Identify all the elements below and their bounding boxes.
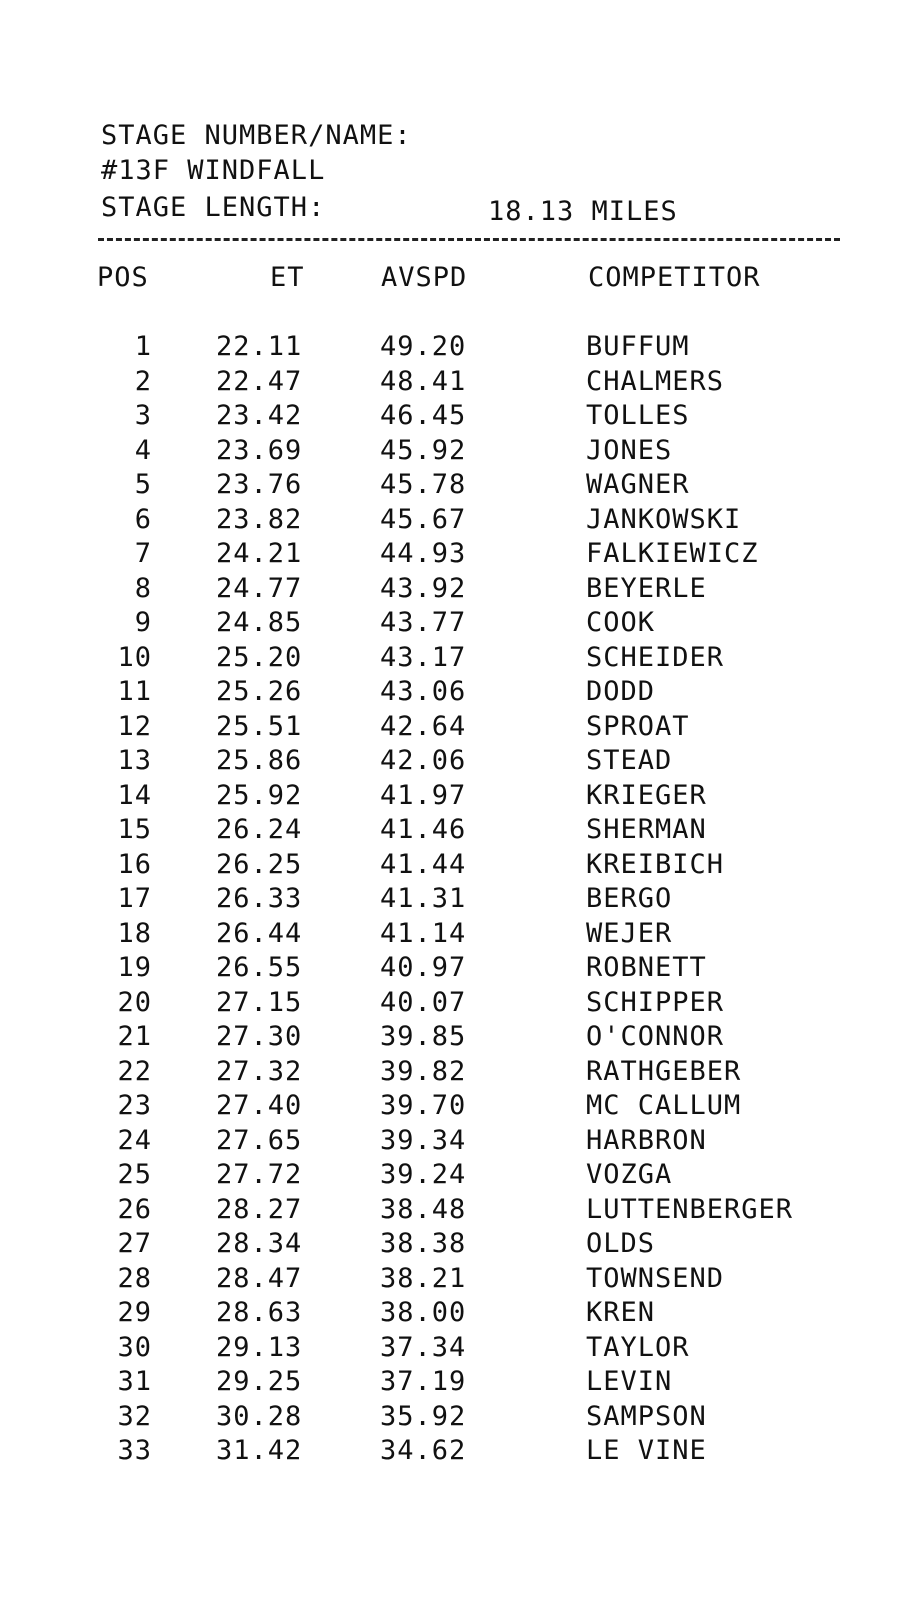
elapsed-time-cell: 23.42 <box>216 400 303 431</box>
elapsed-time-cell: 27.40 <box>216 1090 303 1121</box>
competitor-cell: DODD <box>586 676 656 707</box>
elapsed-time-cell: 28.63 <box>216 1297 303 1328</box>
average-speed-cell: 41.46 <box>380 814 467 845</box>
position-cell: 33 <box>117 1435 152 1466</box>
column-header-et: ET <box>270 262 305 293</box>
column-header-competitor: COMPETITOR <box>588 262 761 293</box>
elapsed-time-cell: 28.27 <box>216 1193 303 1225</box>
average-speed-cell: 43.17 <box>380 641 467 673</box>
elapsed-time-cell: 29.13 <box>216 1331 303 1363</box>
average-speed-cell: 37.19 <box>380 1366 467 1397</box>
position-cell: 4 <box>134 434 152 466</box>
position-cell: 19 <box>117 952 152 983</box>
competitor-cell: KRIEGER <box>586 779 707 811</box>
position-cell: 20 <box>117 986 152 1018</box>
competitor-cell: COOK <box>586 607 656 638</box>
elapsed-time-cell: 26.33 <box>216 883 303 914</box>
results-table <box>0 330 900 1469</box>
average-speed-cell: 40.97 <box>380 952 467 983</box>
average-speed-cell: 45.92 <box>380 434 467 466</box>
elapsed-time-cell: 25.26 <box>216 676 303 707</box>
average-speed-cell: 42.06 <box>380 745 467 776</box>
position-cell: 15 <box>117 814 152 845</box>
competitor-cell: BERGO <box>586 883 673 914</box>
elapsed-time-cell: 27.32 <box>216 1055 303 1087</box>
average-speed-cell: 48.41 <box>380 365 467 397</box>
table-row <box>0 675 900 710</box>
average-speed-cell: 41.44 <box>380 848 467 880</box>
average-speed-cell: 39.70 <box>380 1090 467 1121</box>
competitor-cell: LUTTENBERGER <box>586 1193 794 1225</box>
competitor-cell: TOLLES <box>586 400 690 431</box>
position-cell: 13 <box>117 745 152 776</box>
average-speed-cell: 38.00 <box>380 1297 467 1328</box>
average-speed-cell: 41.14 <box>380 917 467 949</box>
table-row <box>0 1089 900 1124</box>
elapsed-time-cell: 29.25 <box>216 1366 303 1397</box>
average-speed-cell: 34.62 <box>380 1435 467 1466</box>
table-row <box>0 1124 900 1159</box>
table-row <box>0 572 900 607</box>
average-speed-cell: 39.82 <box>380 1055 467 1087</box>
competitor-cell: STEAD <box>586 745 673 776</box>
elapsed-time-cell: 22.47 <box>216 365 303 397</box>
table-row <box>0 1158 900 1193</box>
competitor-cell: O'CONNOR <box>586 1021 725 1052</box>
competitor-cell: SPROAT <box>586 710 690 742</box>
position-cell: 2 <box>134 365 152 397</box>
average-speed-cell: 39.24 <box>380 1159 467 1190</box>
average-speed-cell: 38.21 <box>380 1262 467 1294</box>
stage-length-label: STAGE LENGTH: <box>101 192 326 223</box>
position-cell: 27 <box>117 1228 152 1259</box>
column-header-avspd: AVSPD <box>381 262 468 293</box>
elapsed-time-cell: 25.51 <box>216 710 303 742</box>
table-row <box>0 537 900 572</box>
competitor-cell: JANKOWSKI <box>586 503 742 535</box>
position-cell: 31 <box>117 1366 152 1397</box>
competitor-cell: TAYLOR <box>586 1331 690 1363</box>
competitor-cell: VOZGA <box>586 1159 673 1190</box>
competitor-cell: LE VINE <box>586 1435 707 1466</box>
table-row <box>0 1262 900 1297</box>
competitor-cell: WAGNER <box>586 469 690 500</box>
position-cell: 30 <box>117 1331 152 1363</box>
position-cell: 9 <box>134 607 152 638</box>
elapsed-time-cell: 26.55 <box>216 952 303 983</box>
table-row <box>0 1227 900 1262</box>
position-cell: 16 <box>117 848 152 880</box>
competitor-cell: HARBRON <box>586 1124 707 1156</box>
position-cell: 14 <box>117 779 152 811</box>
elapsed-time-cell: 27.30 <box>216 1021 303 1052</box>
competitor-cell: BEYERLE <box>586 572 707 604</box>
table-row <box>0 951 900 986</box>
elapsed-time-cell: 27.15 <box>216 986 303 1018</box>
table-row <box>0 606 900 641</box>
table-row <box>0 1055 900 1090</box>
table-row <box>0 917 900 952</box>
elapsed-time-cell: 23.69 <box>216 434 303 466</box>
table-row <box>0 1400 900 1435</box>
competitor-cell: WEJER <box>586 917 673 949</box>
average-speed-cell: 37.34 <box>380 1331 467 1363</box>
competitor-cell: SCHEIDER <box>586 641 725 673</box>
table-row <box>0 1365 900 1400</box>
average-speed-cell: 42.64 <box>380 710 467 742</box>
position-cell: 3 <box>134 400 152 431</box>
average-speed-cell: 44.93 <box>380 538 467 569</box>
position-cell: 24 <box>117 1124 152 1156</box>
elapsed-time-cell: 27.72 <box>216 1159 303 1190</box>
elapsed-time-cell: 25.86 <box>216 745 303 776</box>
average-speed-cell: 45.78 <box>380 469 467 500</box>
average-speed-cell: 39.85 <box>380 1021 467 1052</box>
table-row <box>0 744 900 779</box>
average-speed-cell: 43.06 <box>380 676 467 707</box>
table-row <box>0 986 900 1021</box>
position-cell: 12 <box>117 710 152 742</box>
elapsed-time-cell: 30.28 <box>216 1400 303 1432</box>
table-row <box>0 1296 900 1331</box>
table-row <box>0 641 900 676</box>
elapsed-time-cell: 26.25 <box>216 848 303 880</box>
average-speed-cell: 46.45 <box>380 400 467 431</box>
table-row <box>0 813 900 848</box>
position-cell: 32 <box>117 1400 152 1432</box>
table-row <box>0 503 900 538</box>
average-speed-cell: 41.31 <box>380 883 467 914</box>
position-cell: 10 <box>117 641 152 673</box>
average-speed-cell: 40.07 <box>380 986 467 1018</box>
elapsed-time-cell: 27.65 <box>216 1124 303 1156</box>
position-cell: 18 <box>117 917 152 949</box>
competitor-cell: MC CALLUM <box>586 1090 742 1121</box>
elapsed-time-cell: 24.21 <box>216 538 303 569</box>
position-cell: 7 <box>134 538 152 569</box>
table-row <box>0 1193 900 1228</box>
elapsed-time-cell: 23.82 <box>216 503 303 535</box>
elapsed-time-cell: 28.34 <box>216 1228 303 1259</box>
position-cell: 5 <box>134 469 152 500</box>
table-row <box>0 882 900 917</box>
competitor-cell: LEVIN <box>586 1366 673 1397</box>
competitor-cell: KREN <box>586 1297 656 1328</box>
header-divider <box>98 238 840 241</box>
table-row <box>0 330 900 365</box>
position-cell: 22 <box>117 1055 152 1087</box>
average-speed-cell: 39.34 <box>380 1124 467 1156</box>
position-cell: 17 <box>117 883 152 914</box>
average-speed-cell: 35.92 <box>380 1400 467 1432</box>
table-row <box>0 434 900 469</box>
average-speed-cell: 43.77 <box>380 607 467 638</box>
table-row <box>0 1434 900 1469</box>
elapsed-time-cell: 24.77 <box>216 572 303 604</box>
elapsed-time-cell: 24.85 <box>216 607 303 638</box>
stage-number-label: STAGE NUMBER/NAME: <box>101 120 412 151</box>
table-row <box>0 399 900 434</box>
elapsed-time-cell: 23.76 <box>216 469 303 500</box>
stage-length-value: 18.13 MILES <box>488 196 678 227</box>
average-speed-cell: 38.48 <box>380 1193 467 1225</box>
competitor-cell: KREIBICH <box>586 848 725 880</box>
elapsed-time-cell: 26.24 <box>216 814 303 845</box>
average-speed-cell: 45.67 <box>380 503 467 535</box>
table-row <box>0 468 900 503</box>
position-cell: 26 <box>117 1193 152 1225</box>
position-cell: 28 <box>117 1262 152 1294</box>
table-row <box>0 779 900 814</box>
competitor-cell: JONES <box>586 434 673 466</box>
elapsed-time-cell: 25.92 <box>216 779 303 811</box>
position-cell: 6 <box>134 503 152 535</box>
competitor-cell: FALKIEWICZ <box>586 538 759 569</box>
elapsed-time-cell: 26.44 <box>216 917 303 949</box>
competitor-cell: SHERMAN <box>586 814 707 845</box>
average-speed-cell: 49.20 <box>380 331 467 362</box>
competitor-cell: SAMPSON <box>586 1400 707 1432</box>
position-cell: 1 <box>134 331 152 362</box>
table-row <box>0 1020 900 1055</box>
competitor-cell: BUFFUM <box>586 331 690 362</box>
elapsed-time-cell: 28.47 <box>216 1262 303 1294</box>
competitor-cell: CHALMERS <box>586 365 725 397</box>
elapsed-time-cell: 25.20 <box>216 641 303 673</box>
elapsed-time-cell: 31.42 <box>216 1435 303 1466</box>
position-cell: 11 <box>117 676 152 707</box>
position-cell: 29 <box>117 1297 152 1328</box>
table-row <box>0 848 900 883</box>
competitor-cell: SCHIPPER <box>586 986 725 1018</box>
competitor-cell: RATHGEBER <box>586 1055 742 1087</box>
competitor-cell: TOWNSEND <box>586 1262 725 1294</box>
competitor-cell: OLDS <box>586 1228 656 1259</box>
position-cell: 8 <box>134 572 152 604</box>
average-speed-cell: 43.92 <box>380 572 467 604</box>
table-row <box>0 1331 900 1366</box>
table-row <box>0 365 900 400</box>
position-cell: 23 <box>117 1090 152 1121</box>
position-cell: 21 <box>117 1021 152 1052</box>
average-speed-cell: 41.97 <box>380 779 467 811</box>
table-row <box>0 710 900 745</box>
stage-name: #13F WINDFALL <box>101 155 326 186</box>
elapsed-time-cell: 22.11 <box>216 331 303 362</box>
competitor-cell: ROBNETT <box>586 952 707 983</box>
average-speed-cell: 38.38 <box>380 1228 467 1259</box>
column-header-pos: POS <box>97 262 149 293</box>
position-cell: 25 <box>117 1159 152 1190</box>
